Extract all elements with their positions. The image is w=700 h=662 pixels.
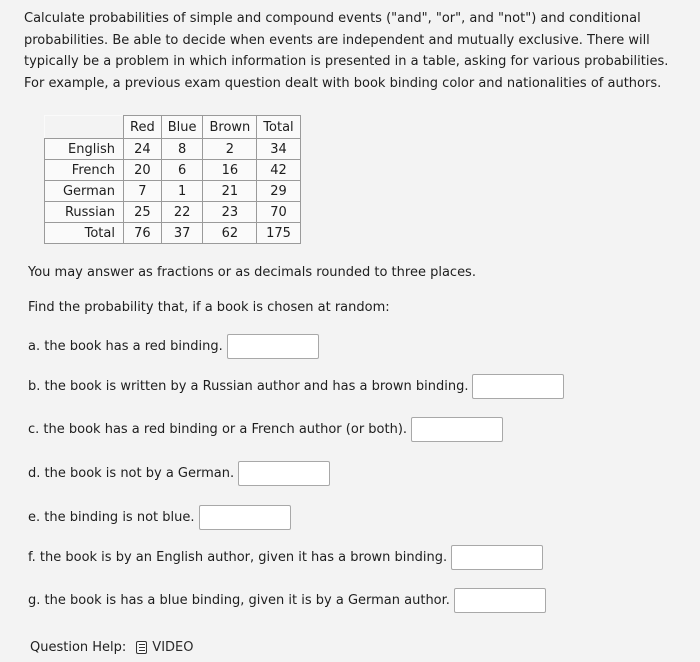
question-e-label: e. the binding is not blue. [28, 510, 195, 525]
question-f [28, 545, 543, 570]
table-cell: 16 [203, 160, 257, 181]
instruction-format: You may answer as fractions or as decimals rounded to three places. [28, 265, 476, 280]
question-a-label: a. the book has a red binding. [28, 339, 223, 354]
answer-f-input[interactable] [451, 545, 543, 570]
row-header-total: Total [45, 223, 124, 244]
table-cell: 1 [161, 181, 203, 202]
video-link[interactable] [136, 640, 193, 655]
answer-d-input[interactable] [238, 461, 330, 486]
question-f-label: f. the book is by an English author, given it has a brown binding. [28, 550, 448, 565]
row-header-russian: Russian [45, 202, 124, 223]
answer-e-input[interactable] [199, 505, 291, 530]
table-cell: 70 [257, 202, 300, 223]
table-cell: 21 [203, 181, 257, 202]
table-cell: 2 [203, 139, 257, 160]
table-cell: 24 [124, 139, 162, 160]
question-a [28, 334, 319, 359]
table-row [45, 202, 301, 223]
table-cell: 34 [257, 139, 300, 160]
row-header-german: German [45, 181, 124, 202]
table-row [45, 181, 301, 202]
table-cell: 8 [161, 139, 203, 160]
column-header-red: Red [124, 116, 162, 139]
instruction-find: Find the probability that, if a book is chosen at random: [28, 300, 390, 315]
column-header-blue: Blue [161, 116, 203, 139]
column-header-brown: Brown [203, 116, 257, 139]
table-cell: 6 [161, 160, 203, 181]
table-row [45, 223, 301, 244]
question-c [28, 417, 503, 442]
answer-a-input[interactable] [227, 334, 319, 359]
answer-c-input[interactable] [411, 417, 503, 442]
question-g-label: g. the book is has a blue binding, given it is by a German author. [28, 593, 450, 608]
question-g [28, 588, 546, 613]
table-cell: 76 [124, 223, 162, 244]
question-d-label: d. the book is not by a German. [28, 466, 235, 481]
answer-g-input[interactable] [454, 588, 546, 613]
table-cell: 175 [257, 223, 300, 244]
video-link-label: VIDEO [152, 640, 194, 655]
row-header-french: French [45, 160, 124, 181]
table-cell: 22 [161, 202, 203, 223]
column-header-total: Total [257, 116, 300, 139]
table-cell: 42 [257, 160, 300, 181]
document-icon [136, 641, 147, 654]
answer-b-input[interactable] [472, 374, 564, 399]
table-cell: 23 [203, 202, 257, 223]
table-cell: 7 [124, 181, 162, 202]
question-help [30, 640, 193, 655]
table-row [45, 139, 301, 160]
table-cell: 62 [203, 223, 257, 244]
table-cell: 20 [124, 160, 162, 181]
table-header-row [45, 116, 301, 139]
question-c-label: c. the book has a red binding or a French author (or both). [28, 422, 408, 437]
table-cell: 37 [161, 223, 203, 244]
table-cell: 29 [257, 181, 300, 202]
table-cell: 25 [124, 202, 162, 223]
intro-text: Calculate probabilities of simple and compound events ("and", "or", and "not") and conditional probabilities. Be able to decide when events are independent and mutually exclusive. There will typically be a problem in which information is presented in a table, asking for various probabilities. For example, a previous exam question dealt with book binding color and nationalities of authors. [24, 11, 669, 91]
question-e [28, 505, 291, 530]
question-b [28, 374, 564, 399]
table-row [45, 160, 301, 181]
row-header-english: English [45, 139, 124, 160]
question-d [28, 461, 330, 486]
table-corner [45, 116, 124, 139]
question-b-label: b. the book is written by a Russian author and has a brown binding. [28, 379, 469, 394]
question-help-label: Question Help: [30, 640, 127, 655]
data-table [44, 115, 301, 244]
